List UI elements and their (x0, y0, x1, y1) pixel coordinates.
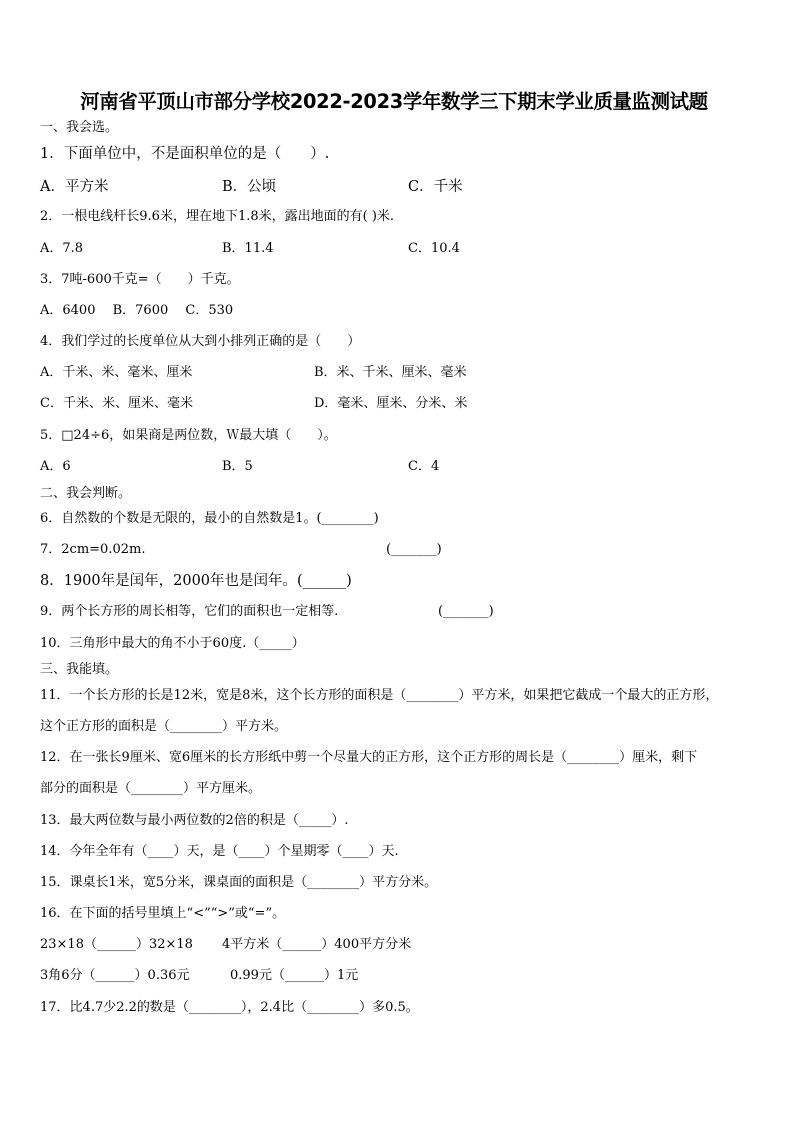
question-4-stem: 4．我们学过的长度单位从大到小排列正确的是（ ） (40, 334, 361, 349)
question-10: 10．三角形中最大的角不小于60度.（_____） (40, 636, 305, 651)
question-6: 6．自然数的个数是无限的，最小的自然数是1。(________) (40, 511, 379, 526)
section-heading-judge: 二、我会判断。 (40, 486, 132, 501)
question-1-option-c: C．千米 (408, 179, 463, 195)
question-5-option-a: A．6 (40, 459, 71, 474)
question-15: 15．课桌长1米，宽5分米，课桌面的面积是（________）平方分米。 (40, 875, 438, 890)
question-8: 8．1900年是闰年，2000年也是闰年。(______) (40, 573, 352, 589)
question-1-option-b: B．公顷 (222, 179, 277, 195)
question-2-option-c: C．10.4 (408, 241, 460, 256)
question-4-option-c: C．千米、米、厘米、毫米 (40, 396, 193, 411)
question-4-option-d: D．毫米、厘米、分米、米 (314, 396, 468, 411)
section-heading-choice: 一、我会选。 (40, 120, 119, 135)
question-5-stem: 5．□24÷6，如果商是两位数，Ｗ最大填（ ）。 (40, 428, 337, 443)
question-12-line-1: 12．在一张长9厘米、宽6厘米的长方形纸中剪一个尽量大的正方形，这个正方形的周长是（________）厘米，剩下 (40, 750, 698, 765)
question-2-option-b: B．11.4 (222, 241, 274, 256)
question-17: 17．比4.7少2.2的数是（________），2.4比（________）多0.5。 (40, 1000, 419, 1015)
question-11-line-2: 这个正方形的面积是（________）平方米。 (40, 719, 288, 734)
question-11-line-1: 11．一个长方形的长是12米，宽是8米，这个长方形的面积是（________）平方米，如果把它截成一个最大的正方形， (40, 688, 719, 703)
question-16-item-4: 0.99元（______）1元 (230, 968, 359, 983)
question-12-line-2: 部分的面积是（________）平方厘米。 (40, 781, 262, 796)
section-heading-fill: 三、我能填。 (40, 662, 119, 677)
question-2-stem: 2．一根电线杆长9.6米，埋在地下1.8米，露出地面的有( )米. (40, 209, 395, 224)
question-1-option-a: A．平方米 (40, 179, 109, 195)
page-title: 河南省平顶山市部分学校2022-2023学年数学三下期末学业质量监测试题 (80, 90, 708, 113)
question-4-option-a: A．千米、米、毫米、厘米 (40, 365, 193, 380)
question-9-stem: 9．两个长方形的周长相等，它们的面积也一定相等. (40, 604, 339, 619)
question-7-answer-blank: (_______) (386, 542, 442, 557)
question-1-stem: 1．下面单位中，不是面积单位的是（ ）. (40, 146, 330, 162)
question-16-item-2: 4平方米（______）400平方分米 (222, 937, 412, 952)
question-5-option-c: C．4 (408, 459, 440, 474)
question-9-answer-blank: (_______) (438, 604, 494, 619)
question-4-option-b: B．米、千米、厘米、毫米 (314, 365, 467, 380)
question-16-stem: 16．在下面的括号里填上“<”“>”或“=”。 (40, 906, 286, 921)
question-3-options: A．6400 B．7600 C．530 (40, 303, 234, 318)
question-3-stem: 3．7吨-600千克=（ ）千克。 (40, 272, 240, 287)
question-2-option-a: A．7.8 (40, 241, 84, 256)
question-7-stem: 7．2cm=0.02m. (40, 542, 146, 557)
question-14: 14．今年全年有（____）天，是（____）个星期零（____）天. (40, 844, 399, 859)
question-16-item-3: 3角6分（______）0.36元 (40, 968, 190, 983)
question-5-option-b: B．5 (222, 459, 253, 474)
question-16-item-1: 23×18（______）32×18 (40, 937, 193, 952)
question-13: 13．最大两位数与最小两位数的2倍的积是（_____）. (40, 813, 349, 828)
